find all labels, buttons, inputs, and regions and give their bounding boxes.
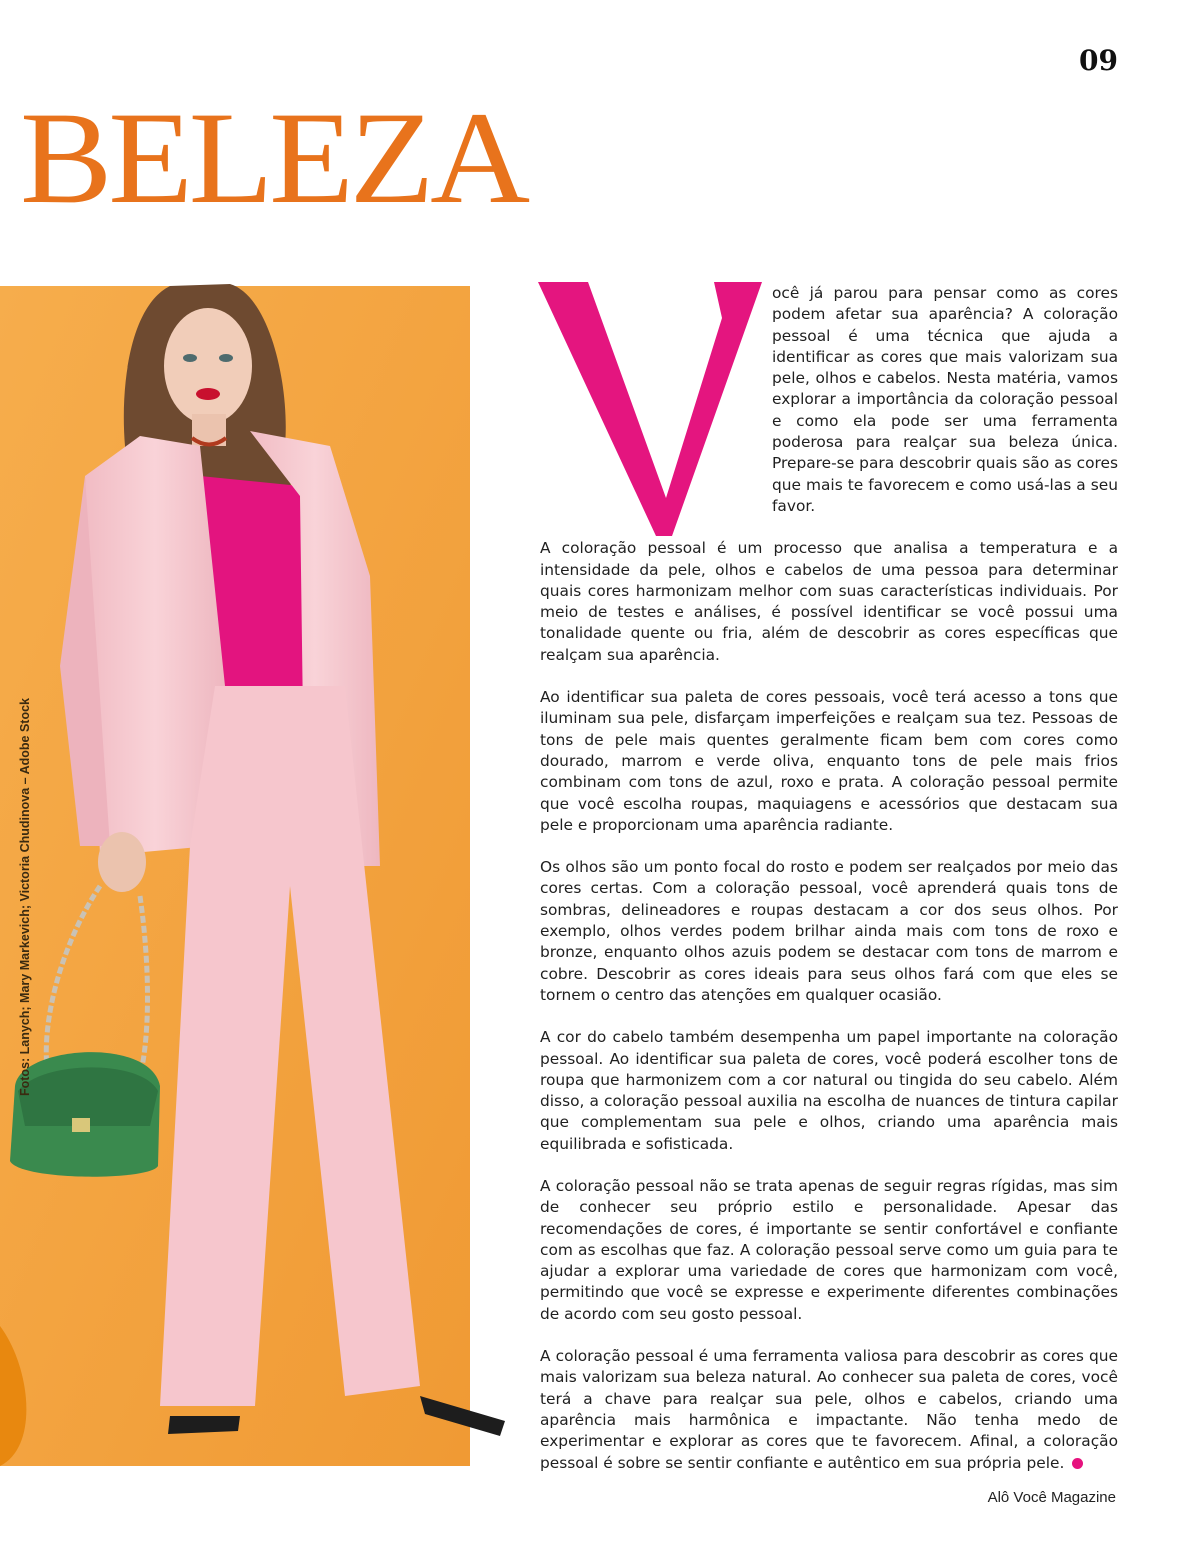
photo-illustration xyxy=(0,246,530,1466)
photo-credit: Fotos: Lanych; Mary Markevich; Victoria Chudinova – Adobe Stock xyxy=(18,698,32,1096)
end-mark-dot xyxy=(1072,1458,1083,1469)
article-paragraph-1: A coloração pessoal é um processo que analisa a temperatura e a intensidade da pele, olhos e cabelos de uma pessoa para determinar quais cores harmonizam melhor com suas características individuais. Por meio de testes e análises, é possível identificar se você possui uma tonalidade quente ou fria, além de descobrir as cores específicas que realçam sua aparência. xyxy=(540,539,1118,664)
face xyxy=(164,308,252,424)
article-body xyxy=(540,283,1118,1495)
article-intro: ocê já parou para pensar como as cores podem afetar sua aparência? A coloração pessoal é uma técnica que ajuda a identificar as cores que mais valorizam sua pele, olhos e cabelos. Nesta matéria, vamos explorar a importância da coloração pessoal e como ela pode ser uma ferramenta poderosa para realçar sua beleza única. Prepare-se para descobrir quais são as cores que mais te favorecem e como usá-las a seu favor. xyxy=(772,284,1118,515)
article-paragraph-2: Ao identificar sua paleta de cores pessoais, você terá acesso a tons que iluminam sua pele, disfarçam imperfeições e realçam sua tez. Pessoas de tons de pele mais quentes geralmente ficam bem com cores como dourado, marrom e verde oliva, enquanto tons de pele mais frios combinam com tons de azul, roxo e prata. A coloração pessoal permite que você escolha roupas, maquiagens e acessórios que destacam sua pele e proporcionam uma aparência radiante. xyxy=(540,688,1118,834)
lips xyxy=(196,388,220,400)
page-number: 09 xyxy=(1079,44,1118,77)
magazine-footer: Alô Você Magazine xyxy=(987,1489,1116,1506)
article-paragraph-4: A cor do cabelo também desempenha um papel importante na coloração pessoal. Ao identificar sua paleta de cores, você poderá escolher tons de roupa que harmonizem com a cor natural ou tingida do seu cabelo. Além disso, a coloração pessoal auxilia na escolha de nuances de tintura capilar que complementam sua pele e olhos, criando uma aparência mais equilibrada e sofisticada. xyxy=(540,1028,1118,1153)
article-paragraph-5: A coloração pessoal não se trata apenas de seguir regras rígidas, mas sim de conhecer seu próprio estilo e personalidade. Apesar das recomendações de cores, é importante se sentir confortável e confiante com as escolhas que faz. A coloração pessoal serve como um guia para te ajudar a explorar uma variedade de cores que harmonizam com você, permitindo que você se expresse e experimente diferentes combinações de acordo com seu gosto pessoal. xyxy=(540,1176,1118,1323)
shoe-left xyxy=(168,1416,240,1434)
dropcap-spacer xyxy=(540,283,772,509)
article-paragraph-3: Os olhos são um ponto focal do rosto e podem ser realçados por meio das cores certas. Com a coloração pessoal, você aprenderá quais tons de sombras, delineadores e roupas destacam a cor dos seus olhos. Por exemplo, olhos verdes podem brilhar ainda mais com tons de roxo e bronze, enquanto olhos azuis podem se destacar com tons de marrom e cobre. Descobrir as cores ideais para seus olhos fará com que eles se tornem o centro das atenções em qualquer ocasião. xyxy=(540,858,1118,1004)
section-title: BELEZA xyxy=(20,84,527,231)
bag-clasp xyxy=(72,1118,90,1132)
article-paragraph-6-wrap xyxy=(540,1346,1118,1474)
article-paragraph-6: A coloração pessoal é uma ferramenta valiosa para descobrir as cores que mais valorizam sua beleza natural. Ao conhecer sua paleta de cores, você terá a chave para realçar sua pele, olhos e cabelos, criando uma aparência mais harmônica e impactante. Não tenha medo de experimentar e explorar as cores que te favorecem. Afinal, a coloração pessoal é sobre se sentir confiante e autêntico em sua própria pele. xyxy=(540,1347,1118,1472)
fashion-photo xyxy=(0,246,530,1466)
